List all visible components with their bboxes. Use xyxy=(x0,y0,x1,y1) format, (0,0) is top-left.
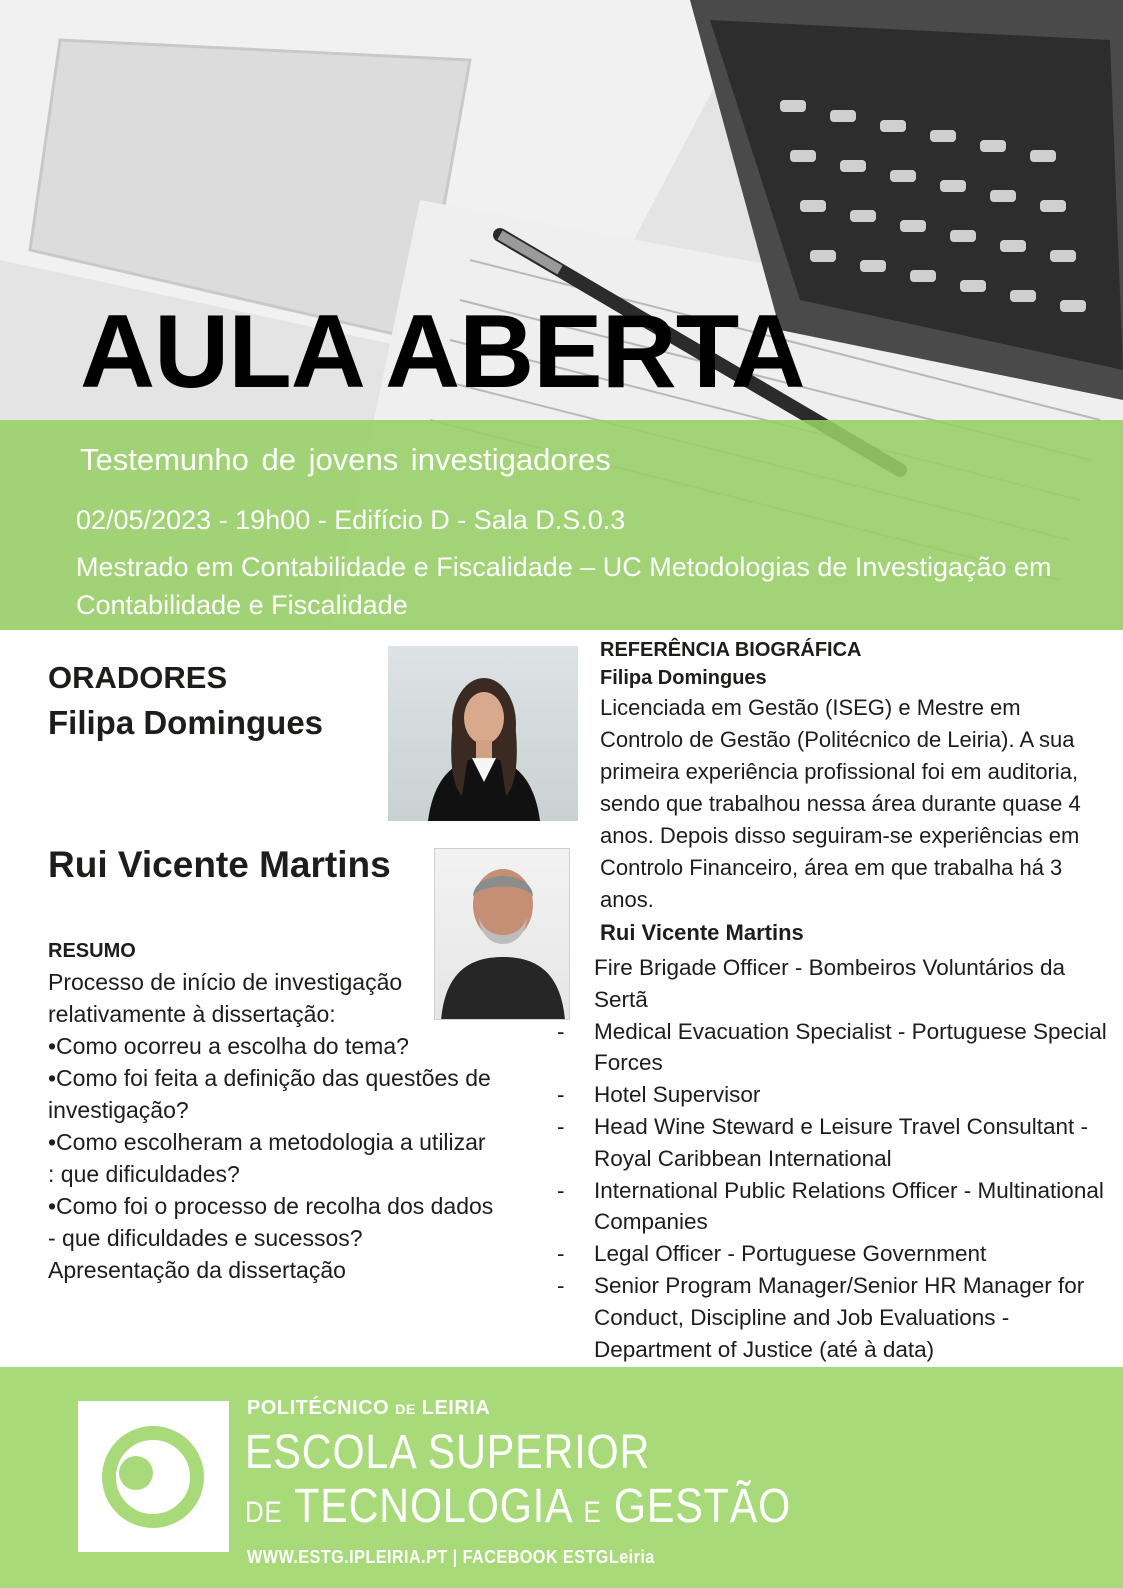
summary-line: Apresentação da dissertação xyxy=(48,1257,346,1283)
bio-text-1: Licenciada em Gestão (ISEG) e Mestre em Controlo de Gestão (Politécnico de Leiria). A sua primeira experiência profissional foi em auditoria, sendo que trabalhou nessa área durante quase 4 anos. Depois disso seguiram-se experiências em Controlo Financeiro, área em que trabalha há 3 anos. xyxy=(600,695,1081,912)
speaker-name-1: Filipa Domingues xyxy=(48,704,324,741)
event-subtitle: Testemunho de jovens investigadores xyxy=(80,442,611,477)
event-info-band xyxy=(0,420,1123,630)
bio-name-2: Rui Vicente Martins xyxy=(600,920,804,945)
list-item xyxy=(557,1016,1123,1080)
list-item xyxy=(557,1079,1123,1111)
school-name-line-1: ESCOLA SUPERIOR xyxy=(245,1426,651,1479)
dash-bullet: - xyxy=(557,1018,565,1044)
school-logo xyxy=(78,1401,229,1552)
dash-bullet: - xyxy=(557,1272,565,1298)
dash-bullet: - xyxy=(557,1082,565,1108)
career-item: Senior Program Manager/Senior HR Manager for Conduct, Discipline and Job Evaluations - Department of Justice (até à data) xyxy=(594,1272,1085,1362)
list-item xyxy=(557,1111,1123,1175)
dash-bullet: - xyxy=(557,1113,565,1139)
dash-bullet: - xyxy=(557,1177,565,1203)
summary-text xyxy=(48,966,498,1286)
event-course: Mestrado em Contabilidade e Fiscalidade – UC Metodologias de Investigação em Contabilidade e Fiscalidade xyxy=(76,552,1052,620)
event-date-place: 02/05/2023 - 19h00 - Edifício D - Sala D.S.0.3 xyxy=(76,505,626,535)
career-item: Head Wine Steward e Leisure Travel Consultant - Royal Caribbean International xyxy=(594,1113,1088,1171)
dash-bullet: - xyxy=(557,1241,565,1267)
bio-heading: REFERÊNCIA BIOGRÁFICA xyxy=(600,639,862,661)
career-item: Hotel Supervisor xyxy=(594,1082,761,1108)
list-item xyxy=(557,1270,1123,1365)
speaker-photo-1 xyxy=(388,646,578,821)
speaker-name-2: Rui Vicente Martins xyxy=(48,844,391,885)
footer xyxy=(0,1367,1123,1588)
summary-line: •Como foi o processo de recolha dos dados - que dificuldades e sucessos? xyxy=(48,1193,494,1251)
career-item: Legal Officer - Portuguese Government xyxy=(594,1241,987,1267)
career-item: International Public Relations Officer - Multinational Companies xyxy=(594,1177,1104,1235)
summary-line: •Como ocorreu a escolha do tema? xyxy=(48,1033,409,1059)
speakers-heading: ORADORES xyxy=(48,660,228,695)
list-item xyxy=(557,1175,1123,1239)
career-item: Fire Brigade Officer - Bombeiros Voluntários da Sertã xyxy=(594,955,1066,1012)
institution-name: POLITÉCNICO DE LEIRIA xyxy=(247,1397,491,1419)
list-item xyxy=(557,1238,1123,1270)
career-item: Medical Evacuation Specialist - Portuguese Special Forces xyxy=(594,1018,1107,1076)
summary-heading: RESUMO xyxy=(48,940,136,962)
school-name-line-2: DE TECNOLOGIA E GESTÃO xyxy=(245,1480,792,1533)
summary-line: •Como foi feita a definição das questões de investigação? xyxy=(48,1065,491,1123)
summary-line: Processo de início de investigação relativamente à dissertação: xyxy=(48,969,403,1027)
bio-section xyxy=(600,636,1120,948)
list-item xyxy=(557,952,1123,1016)
bio-name-1: Filipa Domingues xyxy=(600,667,767,689)
summary-line: •Como escolheram a metodologia a utilizar : que dificuldades? xyxy=(48,1129,486,1187)
career-list xyxy=(557,952,1123,1365)
website-facebook: WWW.ESTG.IPLEIRIA.PT | FACEBOOK ESTGLeiria xyxy=(247,1547,655,1567)
page-title: AULA ABERTA xyxy=(80,294,805,410)
